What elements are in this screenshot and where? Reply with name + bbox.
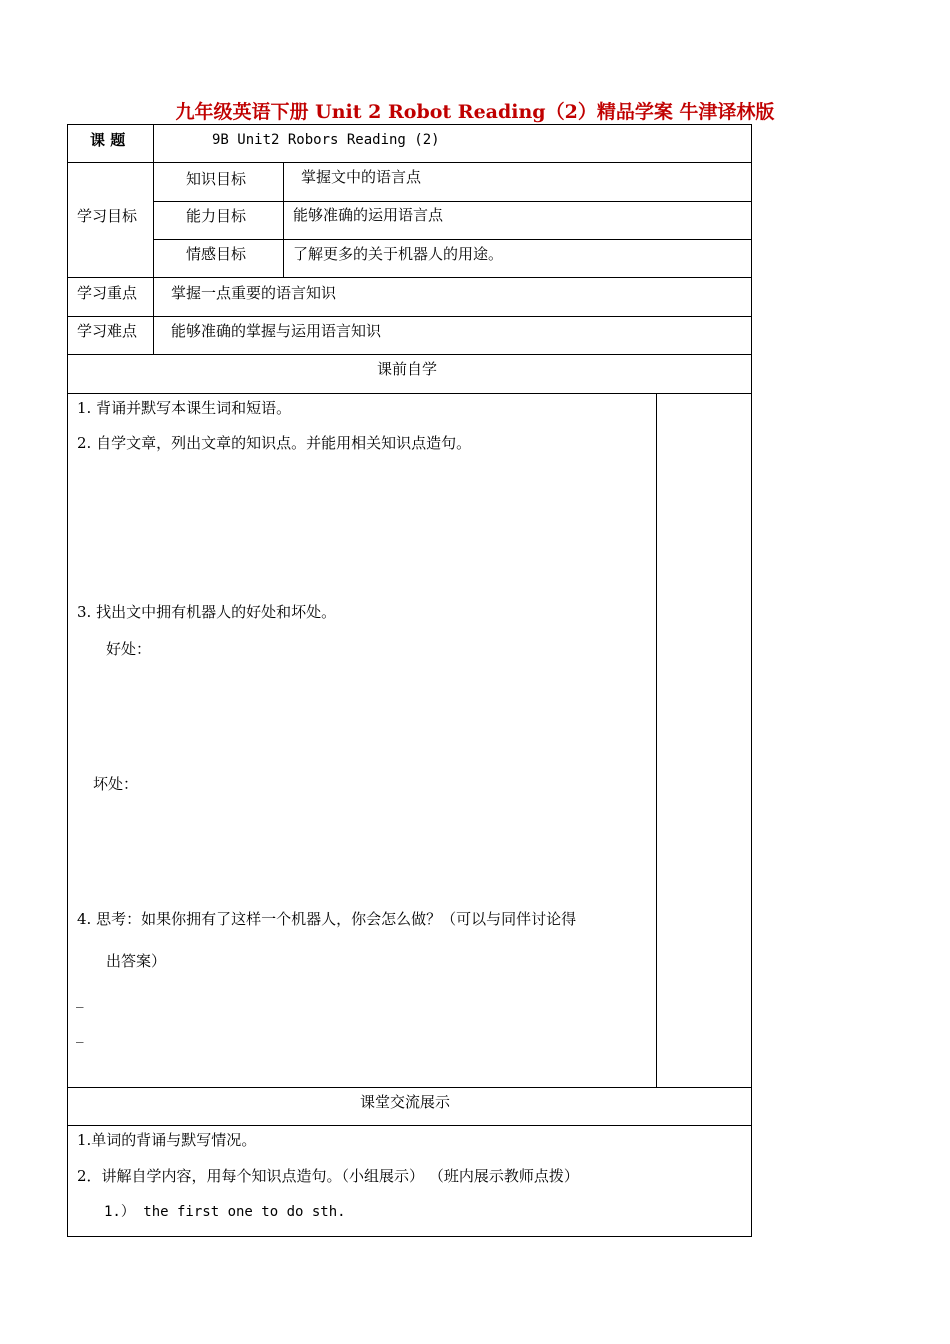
row-divider — [67, 162, 752, 163]
preview-item-4-cont: 出答案） — [106, 952, 167, 970]
row-divider — [67, 277, 752, 278]
preview-benefits-label: 好处： — [106, 640, 152, 658]
key-point-label: 学习重点 — [77, 284, 138, 302]
preview-blank-line-2: _ — [76, 1025, 84, 1043]
topic-value: 9B Unit2 Robors Reading (2) — [212, 132, 440, 148]
preview-drawbacks-label: 坏处： — [93, 775, 139, 793]
classroom-item-1: 1.单词的背诵与默写情况。 — [77, 1131, 257, 1149]
objective-emotion-value: 了解更多的关于机器人的用途。 — [293, 245, 504, 263]
column-divider — [153, 124, 154, 354]
preview-item-4: 4. 思考：如果你拥有了这样一个机器人，你会怎么做？（可以与同伴讨论得 — [77, 910, 577, 928]
objective-ability-value: 能够准确的运用语言点 — [293, 206, 444, 224]
preview-blank-line-1: _ — [76, 990, 84, 1008]
objective-knowledge-label: 知识目标 — [186, 170, 247, 188]
row-divider — [67, 354, 752, 355]
row-divider — [153, 201, 752, 202]
row-divider — [67, 1125, 752, 1126]
row-divider — [67, 393, 752, 394]
objective-knowledge-value: 掌握文中的语言点 — [301, 168, 422, 186]
row-divider — [67, 1087, 752, 1088]
column-divider — [656, 393, 657, 1087]
row-divider — [153, 239, 752, 240]
objective-emotion-label: 情感目标 — [186, 245, 247, 263]
preview-item-3: 3. 找出文中拥有机器人的好处和坏处。 — [77, 603, 337, 621]
key-point-value: 掌握一点重要的语言知识 — [171, 284, 337, 302]
difficulty-value: 能够准确的掌握与运用语言知识 — [171, 322, 382, 340]
objective-ability-label: 能力目标 — [186, 207, 247, 225]
row-divider — [67, 316, 752, 317]
classroom-heading: 课堂交流展示 — [360, 1093, 451, 1111]
difficulty-label: 学习难点 — [77, 322, 138, 340]
preview-heading: 课前自学 — [377, 360, 438, 378]
preview-item-2: 2. 自学文章，列出文章的知识点。并能用相关知识点造句。 — [77, 434, 472, 452]
preview-item-1: 1. 背诵并默写本课生词和短语。 — [77, 399, 292, 417]
column-divider — [283, 162, 284, 277]
classroom-item-2-sub-1: 1.） the first one to do sth. — [104, 1204, 346, 1220]
topic-label: 课 题 — [90, 131, 126, 149]
objectives-label: 学习目标 — [77, 207, 138, 225]
document-title: 九年级英语下册 Unit 2 Robot Reading（2）精品学案 牛津译林版 — [175, 101, 775, 123]
lesson-table — [67, 124, 752, 1237]
classroom-item-2: 2．讲解自学内容，用每个知识点造句。（小组展示） （班内展示教师点拨） — [77, 1167, 579, 1185]
